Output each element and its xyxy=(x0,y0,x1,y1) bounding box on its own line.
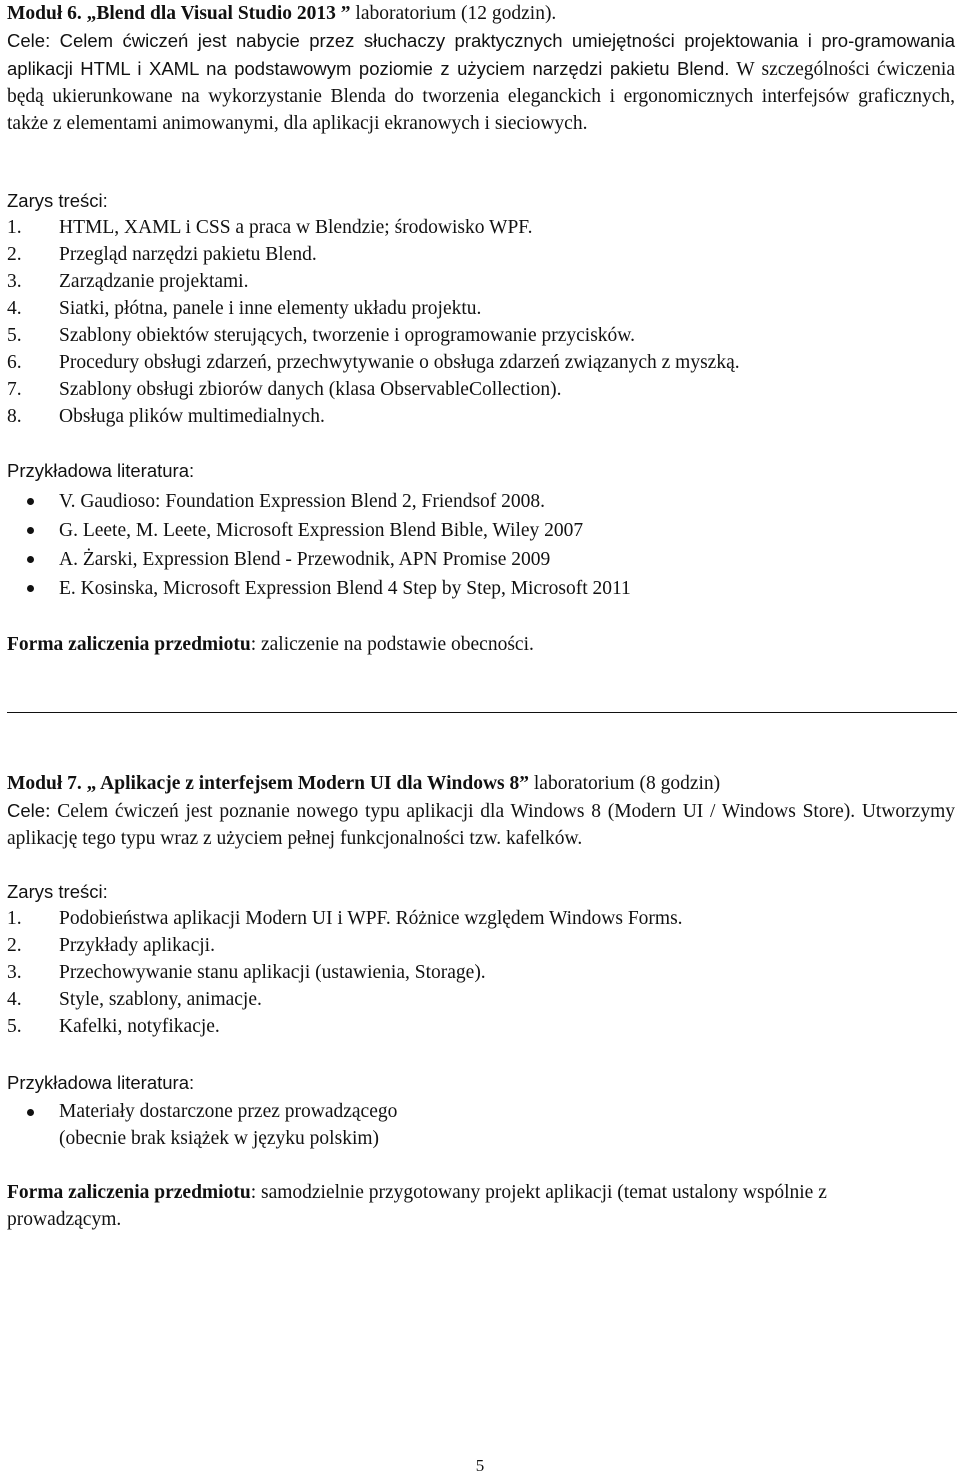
literature-line-1: Materiały dostarczone przez prowadzącego xyxy=(59,1101,398,1122)
topic-number: 1. xyxy=(7,908,22,929)
module-6-assessment-label: Forma zaliczenia przedmiotu xyxy=(7,634,251,655)
list-item xyxy=(7,574,955,603)
list-item xyxy=(7,268,955,295)
topic-text: Zarządzanie projektami. xyxy=(59,271,249,292)
topic-number: 5. xyxy=(7,325,22,346)
module-6-assessment xyxy=(7,631,534,658)
module-7-title-rest: laboratorium (8 godzin) xyxy=(529,773,721,794)
module-6-assessment-text: : zaliczenie na podstawie obecności. xyxy=(250,634,534,655)
module-6-goals-text-2: W szczególności ćwiczenia będą ukierunkowane na wykorzystanie Blenda do tworzenia eleganckich i ergonomicznych interfejsów graficznych, także z elementami animowanymi, dla aplikacji ekranowych i sieciowych. xyxy=(7,59,955,134)
literature-entry xyxy=(59,1098,397,1152)
bullet-icon xyxy=(7,516,59,545)
topic-number: 2. xyxy=(7,244,22,265)
module-6-outline xyxy=(7,187,955,430)
page-number: 5 xyxy=(475,1456,485,1475)
topic-number: 7. xyxy=(7,379,22,400)
module-7-literature xyxy=(7,1069,955,1152)
list-item xyxy=(7,214,955,241)
topic-text: Szablony obiektów sterujących, tworzenie i oprogramowanie przycisków. xyxy=(59,325,635,346)
topic-number: 3. xyxy=(7,271,22,292)
topic-text: Style, szablony, animacje. xyxy=(59,989,262,1010)
literature-line-2: (obecnie brak książek w języku polskim) xyxy=(59,1128,380,1149)
module-7-title xyxy=(7,770,955,797)
list-item xyxy=(7,905,955,932)
topic-number: 1. xyxy=(7,217,22,238)
module-6-section xyxy=(7,0,955,137)
module-6-goals-text-1: : Celem ćwiczeń jest nabycie przez słuchaczy praktycznych umiejętności projektowania i pro-gramowania aplikacji HTML i XAML na podstawowym poziomie z użyciem narzędzi pakietu Blend. xyxy=(7,30,955,79)
literature-entry: E. Kosinska, Microsoft Expression Blend 4 Step by Step, Microsoft 2011 xyxy=(59,578,631,599)
bullet-icon xyxy=(7,574,59,603)
topic-text: Przykłady aplikacji. xyxy=(59,935,215,956)
topic-number: 6. xyxy=(7,352,22,373)
module-6-goals-label: Cele xyxy=(7,30,46,51)
topic-text: HTML, XAML i CSS a praca w Blendzie; środowisko WPF. xyxy=(59,217,533,238)
topic-number: 5. xyxy=(7,1016,22,1037)
list-item xyxy=(7,241,955,268)
list-item xyxy=(7,487,955,516)
topic-number: 2. xyxy=(7,935,22,956)
list-item xyxy=(7,545,955,574)
topic-number: 8. xyxy=(7,406,22,427)
list-item xyxy=(7,1013,955,1040)
bullet-icon xyxy=(7,1098,59,1152)
module-6-literature-list xyxy=(7,487,955,603)
module-7-section xyxy=(7,770,955,852)
module-7-goals-label: Cele xyxy=(7,800,46,821)
topic-text: Podobieństwa aplikacji Modern UI i WPF. Różnice względem Windows Forms. xyxy=(59,908,683,929)
topic-text: Procedury obsługi zdarzeń, przechwytywanie o obsługa zdarzeń związanych z myszką. xyxy=(59,352,740,373)
module-7-assessment-label: Forma zaliczenia przedmiotu xyxy=(7,1182,251,1203)
module-7-outline xyxy=(7,878,955,1040)
bullet-icon xyxy=(7,487,59,516)
module-7-goals-text: : Celem ćwiczeń jest poznanie nowego typu aplikacji dla Windows 8 (Modern UI / Windows Store). Utworzymy aplikację tego typu wraz z użyciem pełnej funkcjonalności tzw. kafelków. xyxy=(7,801,955,849)
module-7-literature-list xyxy=(7,1098,955,1152)
module-7-goals xyxy=(7,797,955,852)
module-7-assessment xyxy=(7,1179,907,1233)
module-6-literature xyxy=(7,457,955,603)
module-6-title xyxy=(7,0,955,27)
list-item xyxy=(7,516,955,545)
module-7-title-bold: Moduł 7. „ Aplikacje z interfejsem Modern UI dla Windows 8” xyxy=(7,773,529,794)
literature-entry: G. Leete, M. Leete, Microsoft Expression Blend Bible, Wiley 2007 xyxy=(59,520,584,541)
topic-number: 4. xyxy=(7,989,22,1010)
topic-number: 4. xyxy=(7,298,22,319)
topic-text: Siatki, płótna, panele i inne elementy układu projektu. xyxy=(59,298,482,319)
module-6-literature-label: Przykładowa literatura: xyxy=(7,460,195,481)
module-6-title-rest: laboratorium (12 godzin). xyxy=(350,3,557,24)
module-6-outline-label: Zarys treści: xyxy=(7,190,108,211)
list-item xyxy=(7,349,955,376)
topic-text: Przechowywanie stanu aplikacji (ustawienia, Storage). xyxy=(59,962,486,983)
section-divider xyxy=(7,712,957,713)
list-item xyxy=(7,295,955,322)
list-item xyxy=(7,959,955,986)
module-6-goals xyxy=(7,27,955,137)
topic-text: Kafelki, notyfikacje. xyxy=(59,1016,220,1037)
module-6-title-bold: Moduł 6. „Blend dla Visual Studio 2013 ” xyxy=(7,3,351,24)
topic-text: Szablony obsługi zbiorów danych (klasa ObservableCollection). xyxy=(59,379,562,400)
list-item xyxy=(7,403,955,430)
module-7-topics-list xyxy=(7,905,955,1040)
list-item xyxy=(7,986,955,1013)
module-7-assessment-text: : samodzielnie przygotowany projekt aplikacji (temat ustalony wspólnie z prowadzącym. xyxy=(7,1182,827,1230)
list-item xyxy=(7,322,955,349)
module-7-outline-label: Zarys treści: xyxy=(7,881,108,902)
topic-text: Przegląd narzędzi pakietu Blend. xyxy=(59,244,317,265)
list-item xyxy=(7,376,955,403)
list-item xyxy=(7,1098,955,1152)
module-7-literature-label: Przykładowa literatura: xyxy=(7,1072,195,1093)
bullet-icon xyxy=(7,545,59,574)
list-item xyxy=(7,932,955,959)
topic-text: Obsługa plików multimedialnych. xyxy=(59,406,325,427)
module-6-topics-list xyxy=(7,214,955,430)
topic-number: 3. xyxy=(7,962,22,983)
literature-entry: V. Gaudioso: Foundation Expression Blend 2, Friendsof 2008. xyxy=(59,491,546,512)
literature-entry: A. Żarski, Expression Blend - Przewodnik, APN Promise 2009 xyxy=(59,549,551,570)
